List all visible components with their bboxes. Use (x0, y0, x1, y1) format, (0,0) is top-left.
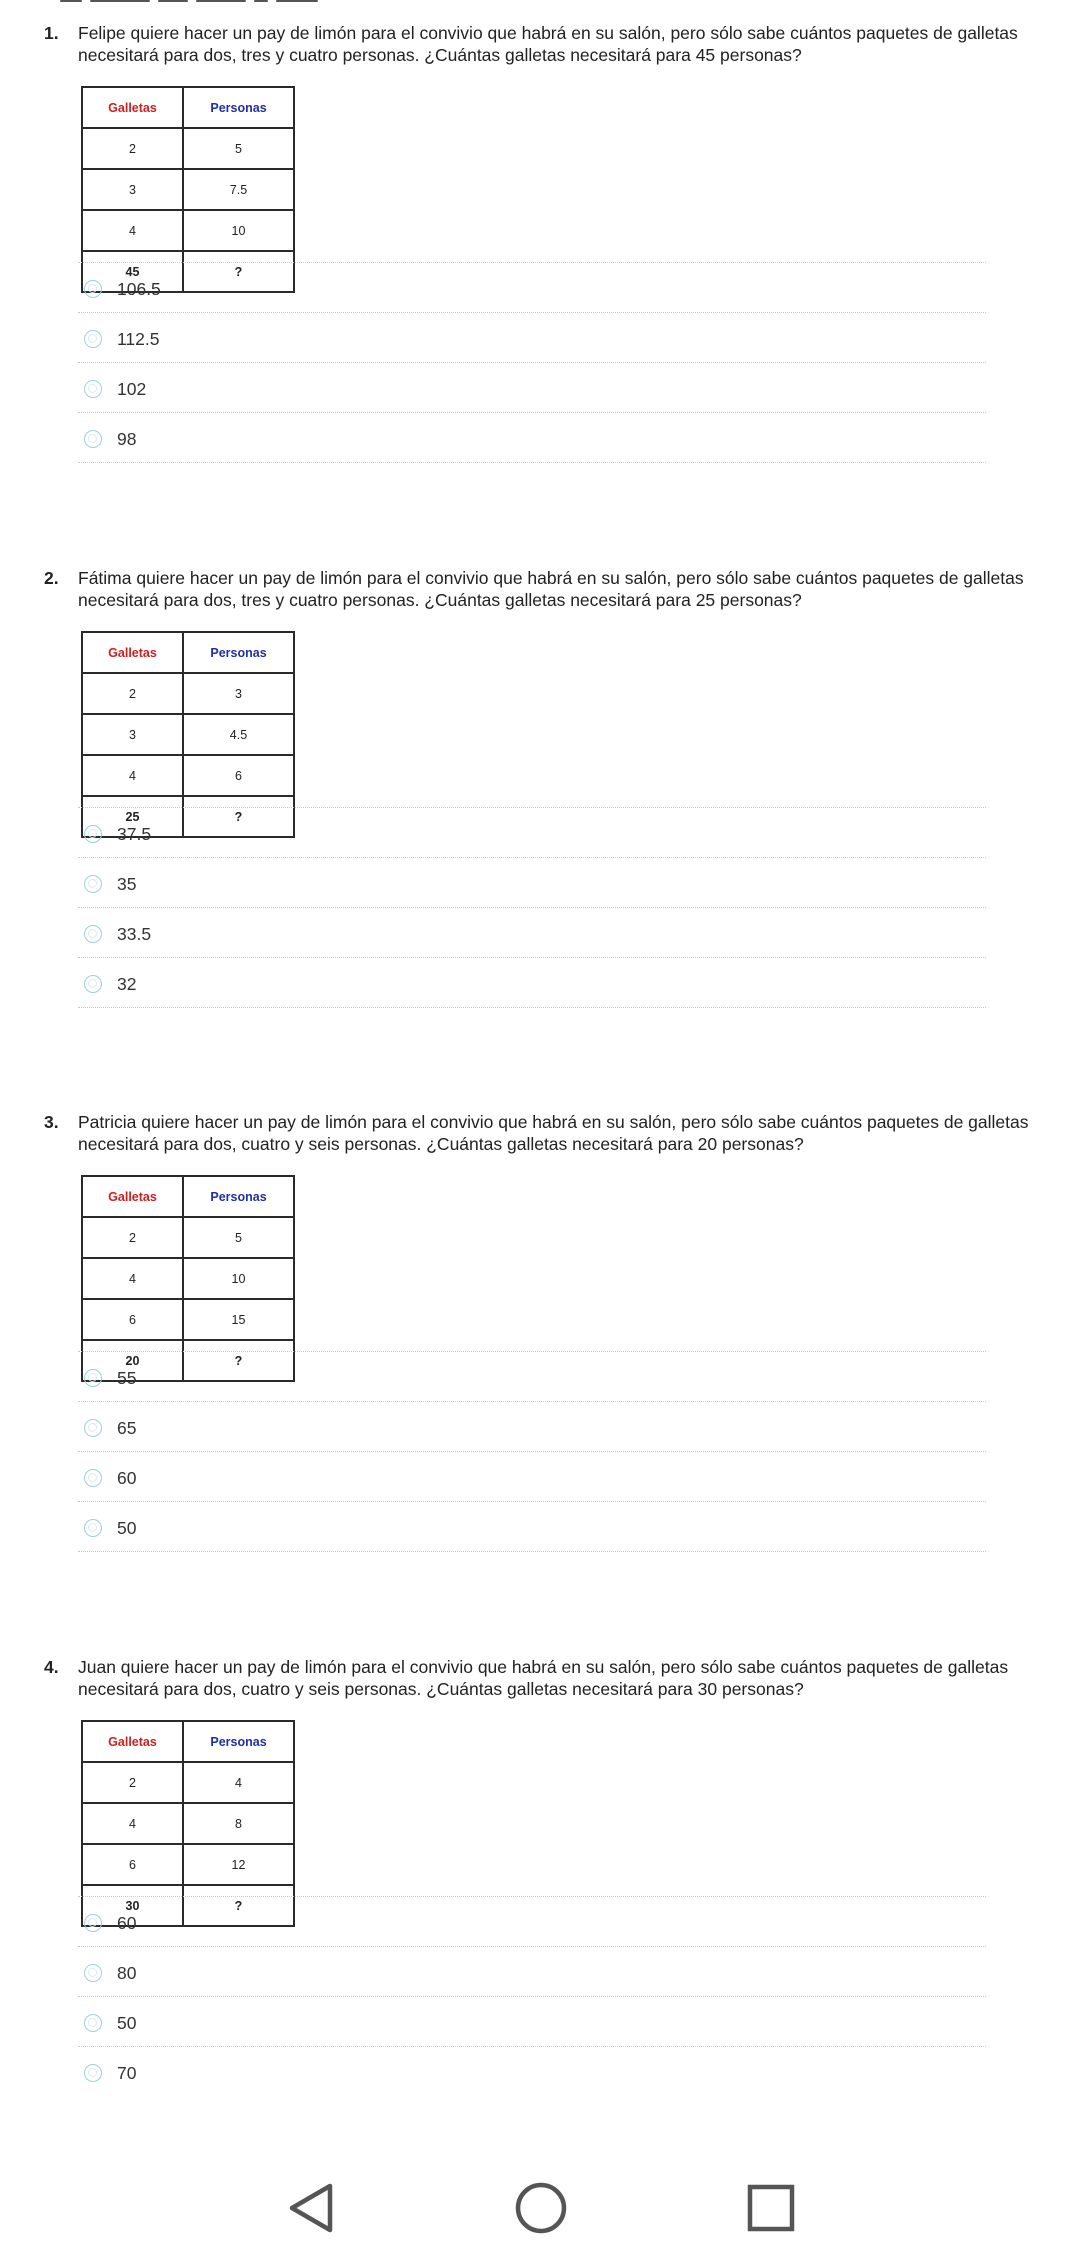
table-cell-cookies: 6 (82, 1299, 183, 1340)
radio-button[interactable] (84, 975, 102, 993)
answer-option-label: 32 (117, 974, 137, 994)
table-header-cookies: Galletas (82, 87, 183, 128)
question-1 (0, 22, 1080, 562)
answer-option-label: 35 (117, 874, 137, 894)
answer-option[interactable] (78, 908, 986, 958)
radio-button[interactable] (84, 430, 102, 448)
table-row (82, 1844, 294, 1885)
radio-button[interactable] (84, 925, 102, 943)
table-cell-cookies: 4 (82, 210, 183, 251)
table-row (82, 1762, 294, 1803)
answer-option-label: 102 (117, 379, 147, 399)
radio-button[interactable] (84, 380, 102, 398)
answer-option-label: 70 (117, 2063, 137, 2083)
table-cell-people: 7.5 (183, 169, 294, 210)
question-text: Juan quiere hacer un pay de limón para el convivio que habrá en su salón, pero sólo sabe cuántos paquetes de galletas necesitará para dos, cuatro y seis personas. ¿Cuántas galletas necesitará para 30 personas? (78, 1657, 1009, 1699)
radio-button[interactable] (84, 1914, 102, 1932)
table-cell-cookies: 20 (82, 1340, 183, 1381)
table-cell-cookies: 2 (82, 128, 183, 169)
question-2 (0, 567, 1080, 1107)
table-header-people: Personas (183, 1176, 294, 1217)
table-header-people: Personas (183, 632, 294, 673)
answer-option-label: 33.5 (117, 924, 152, 944)
back-button[interactable] (280, 2178, 340, 2238)
table-cell-people: 3 (183, 673, 294, 714)
system-navigation-bar (0, 2160, 1080, 2259)
answer-option-label: 60 (117, 1913, 137, 1933)
table-header-people: Personas (183, 87, 294, 128)
answer-option[interactable] (78, 1997, 986, 2047)
table-cell-cookies: 4 (82, 755, 183, 796)
question-3 (0, 1111, 1080, 1651)
table-cell-people: 4 (183, 1762, 294, 1803)
table-row (82, 210, 294, 251)
question-number: 2. (44, 568, 59, 588)
question-4 (0, 1656, 1080, 2196)
table-cell-cookies: 45 (82, 251, 183, 292)
answer-option[interactable] (78, 1947, 986, 1997)
question-text: Fátima quiere hacer un pay de limón para el convivio que habrá en su salón, pero sólo sabe cuántos paquetes de galletas necesitará para dos, tres y cuatro personas. ¿Cuántas galletas necesitará para 25 personas? (78, 568, 1024, 610)
table-cell-people: 5 (183, 128, 294, 169)
table-cell-cookies: 25 (82, 796, 183, 837)
home-button[interactable] (511, 2178, 571, 2238)
table-cell-people: ? (183, 251, 294, 292)
question-text: Patricia quiere hacer un pay de limón para el convivio que habrá en su salón, pero sólo sabe cuántos paquetes de galletas necesitará para dos, cuatro y seis personas. ¿Cuántas galletas necesitará para 20 personas? (78, 1112, 1029, 1154)
answer-option[interactable] (78, 413, 986, 463)
table-cell-cookies: 30 (82, 1885, 183, 1926)
answer-option[interactable] (78, 1502, 986, 1552)
answer-option-label: 55 (117, 1368, 137, 1388)
answer-option-label: 60 (117, 1468, 137, 1488)
answer-option[interactable] (78, 808, 986, 858)
answer-option-label: 112.5 (117, 329, 160, 349)
table-header-cookies: Galletas (82, 1721, 183, 1762)
radio-button[interactable] (84, 825, 102, 843)
question-text: Felipe quiere hacer un pay de limón para el convivio que habrá en su salón, pero sólo sabe cuántos paquetes de galletas necesitará para dos, tres y cuatro personas. ¿Cuántas galletas necesitará para 45 personas? (78, 23, 1018, 65)
table-cell-people: 4.5 (183, 714, 294, 755)
answer-option-label: 106.5 (117, 279, 161, 299)
table-cell-cookies: 4 (82, 1258, 183, 1299)
table-cell-people: 12 (183, 1844, 294, 1885)
table-cell-people: 10 (183, 210, 294, 251)
answer-option[interactable] (78, 363, 986, 413)
table-cell-cookies: 2 (82, 1762, 183, 1803)
answer-option[interactable] (78, 1402, 986, 1452)
table-row (82, 128, 294, 169)
top-cutoff-text-fragment (60, 0, 460, 6)
radio-button[interactable] (84, 330, 102, 348)
radio-button[interactable] (84, 1369, 102, 1387)
answer-option[interactable] (78, 958, 986, 1008)
answer-option[interactable] (78, 263, 986, 313)
table-cell-people: ? (183, 1340, 294, 1381)
question-number: 1. (44, 23, 59, 43)
table-header-cookies: Galletas (82, 632, 183, 673)
answer-option-label: 37.5 (117, 824, 152, 844)
table-cell-people: ? (183, 796, 294, 837)
radio-button[interactable] (84, 875, 102, 893)
answer-option[interactable] (78, 1897, 986, 1947)
table-cell-cookies: 4 (82, 1803, 183, 1844)
table-header-cookies: Galletas (82, 1176, 183, 1217)
table-cell-people: 8 (183, 1803, 294, 1844)
answer-option[interactable] (78, 858, 986, 908)
recent-apps-button[interactable] (741, 2178, 801, 2238)
question-number: 4. (44, 1657, 59, 1677)
square-recent-icon (741, 2178, 801, 2238)
table-cell-people: 10 (183, 1258, 294, 1299)
table-cell-cookies: 3 (82, 169, 183, 210)
radio-button[interactable] (84, 280, 102, 298)
table-cell-cookies: 6 (82, 1844, 183, 1885)
answer-option-label: 65 (117, 1418, 137, 1438)
answer-option-label: 80 (117, 1963, 137, 1983)
answer-option-label: 98 (117, 429, 137, 449)
table-row (82, 1299, 294, 1340)
radio-button[interactable] (84, 1964, 102, 1982)
answer-option-label: 50 (117, 1518, 137, 1538)
answer-option[interactable] (78, 1352, 986, 1402)
answer-option[interactable] (78, 2047, 986, 2096)
answer-option-label: 50 (117, 2013, 137, 2033)
radio-button[interactable] (84, 1519, 102, 1537)
table-row (82, 1217, 294, 1258)
radio-button[interactable] (84, 2064, 102, 2082)
radio-button[interactable] (84, 1419, 102, 1437)
radio-button[interactable] (84, 1469, 102, 1487)
triangle-back-icon (280, 2178, 340, 2238)
table-cell-people: 15 (183, 1299, 294, 1340)
answer-option[interactable] (78, 1452, 986, 1502)
radio-button[interactable] (84, 2014, 102, 2032)
table-cell-cookies: 2 (82, 1217, 183, 1258)
question-number: 3. (44, 1112, 59, 1132)
table-row (82, 673, 294, 714)
table-row (82, 755, 294, 796)
circle-home-icon (511, 2178, 571, 2238)
table-cell-people: ? (183, 1885, 294, 1926)
table-row (82, 1803, 294, 1844)
table-header-people: Personas (183, 1721, 294, 1762)
table-cell-people: 5 (183, 1217, 294, 1258)
table-cell-cookies: 2 (82, 673, 183, 714)
table-row (82, 714, 294, 755)
table-cell-cookies: 3 (82, 714, 183, 755)
table-cell-people: 6 (183, 755, 294, 796)
answer-option[interactable] (78, 313, 986, 363)
table-row (82, 1258, 294, 1299)
table-row (82, 169, 294, 210)
